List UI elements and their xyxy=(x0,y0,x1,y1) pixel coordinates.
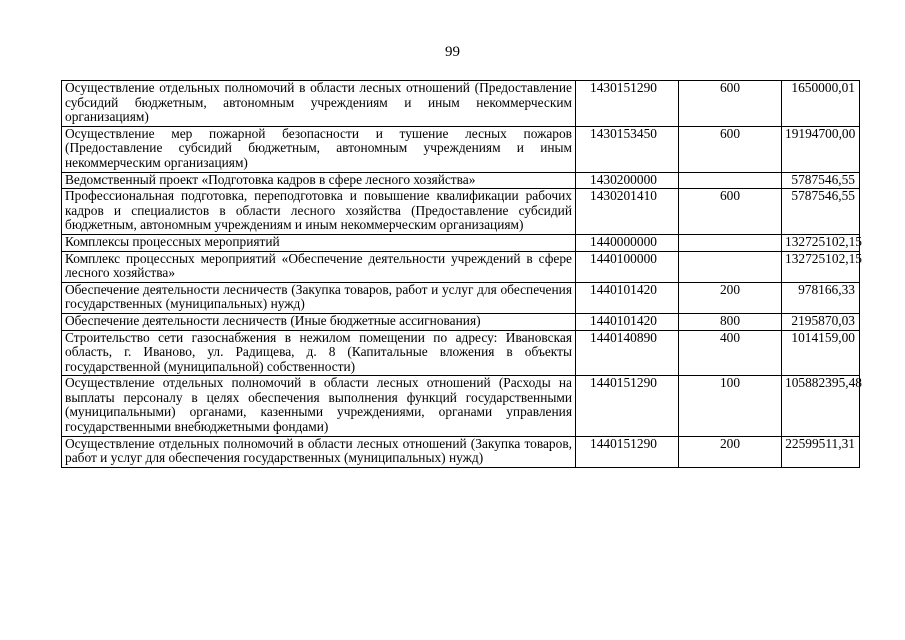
row-sum-cell: 978166,33 xyxy=(782,282,860,313)
row-sum-cell: 5787546,55 xyxy=(782,172,860,189)
table-row xyxy=(62,330,860,376)
row-name-cell: Осуществление мер пожарной безопасности и тушение лесных пожаров (Предоставление субсидий бюджетным, автономным учреждениям и иным некоммерческим организациям) xyxy=(62,126,576,172)
row-vr-cell xyxy=(679,234,782,251)
row-name-cell: Обеспечение деятельности лесничеств (Иные бюджетные ассигнования) xyxy=(62,313,576,330)
row-name-cell: Профессиональная подготовка, переподготовка и повышение квалификации рабочих кадров и специалистов в области лесного хозяйства (Предоставление субсидий бюджетным, автономным учреждениям и иным некоммерческим организациям) xyxy=(62,189,576,235)
row-vr-cell: 600 xyxy=(679,126,782,172)
row-name-cell: Комплексы процессных мероприятий xyxy=(62,234,576,251)
table-row xyxy=(62,282,860,313)
row-csr-cell: 1440000000 xyxy=(576,234,679,251)
row-sum-cell: 105882395,48 xyxy=(782,376,860,436)
table-row xyxy=(62,313,860,330)
row-csr-cell: 1440151290 xyxy=(576,376,679,436)
row-name-cell: Осуществление отдельных полномочий в области лесных отношений (Закупка товаров, работ и услуг для обеспечения государственных (муниципальных) нужд) xyxy=(62,436,576,467)
row-csr-cell: 1440101420 xyxy=(576,282,679,313)
table-row xyxy=(62,436,860,467)
row-vr-cell: 600 xyxy=(679,81,782,127)
row-csr-cell: 1440101420 xyxy=(576,313,679,330)
row-sum-cell: 2195870,03 xyxy=(782,313,860,330)
row-csr-cell: 1440100000 xyxy=(576,251,679,282)
table-row xyxy=(62,126,860,172)
row-sum-cell: 5787546,55 xyxy=(782,189,860,235)
row-name-cell: Обеспечение деятельности лесничеств (Закупка товаров, работ и услуг для обеспечения государственных (муниципальных) нужд) xyxy=(62,282,576,313)
row-csr-cell: 1430153450 xyxy=(576,126,679,172)
row-sum-cell: 132725102,15 xyxy=(782,251,860,282)
row-vr-cell: 800 xyxy=(679,313,782,330)
row-csr-cell: 1430151290 xyxy=(576,81,679,127)
row-name-cell: Осуществление отдельных полномочий в области лесных отношений (Предоставление субсидий бюджетным, автономным учреждениям и иным некоммерческим организациям) xyxy=(62,81,576,127)
row-vr-cell: 200 xyxy=(679,282,782,313)
row-vr-cell: 200 xyxy=(679,436,782,467)
row-vr-cell xyxy=(679,251,782,282)
row-vr-cell: 600 xyxy=(679,189,782,235)
row-csr-cell: 1440140890 xyxy=(576,330,679,376)
table-row xyxy=(62,81,860,127)
table-row xyxy=(62,234,860,251)
row-name-cell: Строительство сети газоснабжения в нежилом помещении по адресу: Ивановская область, г. Иваново, ул. Радищева, д. 8 (Капитальные вложения в объекты государственной (муниципальной) собственности) xyxy=(62,330,576,376)
row-vr-cell: 100 xyxy=(679,376,782,436)
budget-table xyxy=(61,80,860,468)
table-row xyxy=(62,189,860,235)
table-row xyxy=(62,172,860,189)
row-name-cell: Комплекс процессных мероприятий «Обеспечение деятельности учреждений в сфере лесного хозяйства» xyxy=(62,251,576,282)
row-vr-cell xyxy=(679,172,782,189)
page-number: 99 xyxy=(445,44,460,60)
table-row xyxy=(62,251,860,282)
row-sum-cell: 132725102,15 xyxy=(782,234,860,251)
row-csr-cell: 1440151290 xyxy=(576,436,679,467)
row-sum-cell: 22599511,31 xyxy=(782,436,860,467)
row-name-cell: Осуществление отдельных полномочий в области лесных отношений (Расходы на выплаты персоналу в целях обеспечения выполнения функций государственными (муниципальными) органами, казенными учреждениями, органами управления государственными внебюджетными фондами) xyxy=(62,376,576,436)
row-csr-cell: 1430200000 xyxy=(576,172,679,189)
row-sum-cell: 1014159,00 xyxy=(782,330,860,376)
row-name-cell: Ведомственный проект «Подготовка кадров в сфере лесного хозяйства» xyxy=(62,172,576,189)
row-csr-cell: 1430201410 xyxy=(576,189,679,235)
row-sum-cell: 19194700,00 xyxy=(782,126,860,172)
row-vr-cell: 400 xyxy=(679,330,782,376)
row-sum-cell: 1650000,01 xyxy=(782,81,860,127)
table-row xyxy=(62,376,860,436)
